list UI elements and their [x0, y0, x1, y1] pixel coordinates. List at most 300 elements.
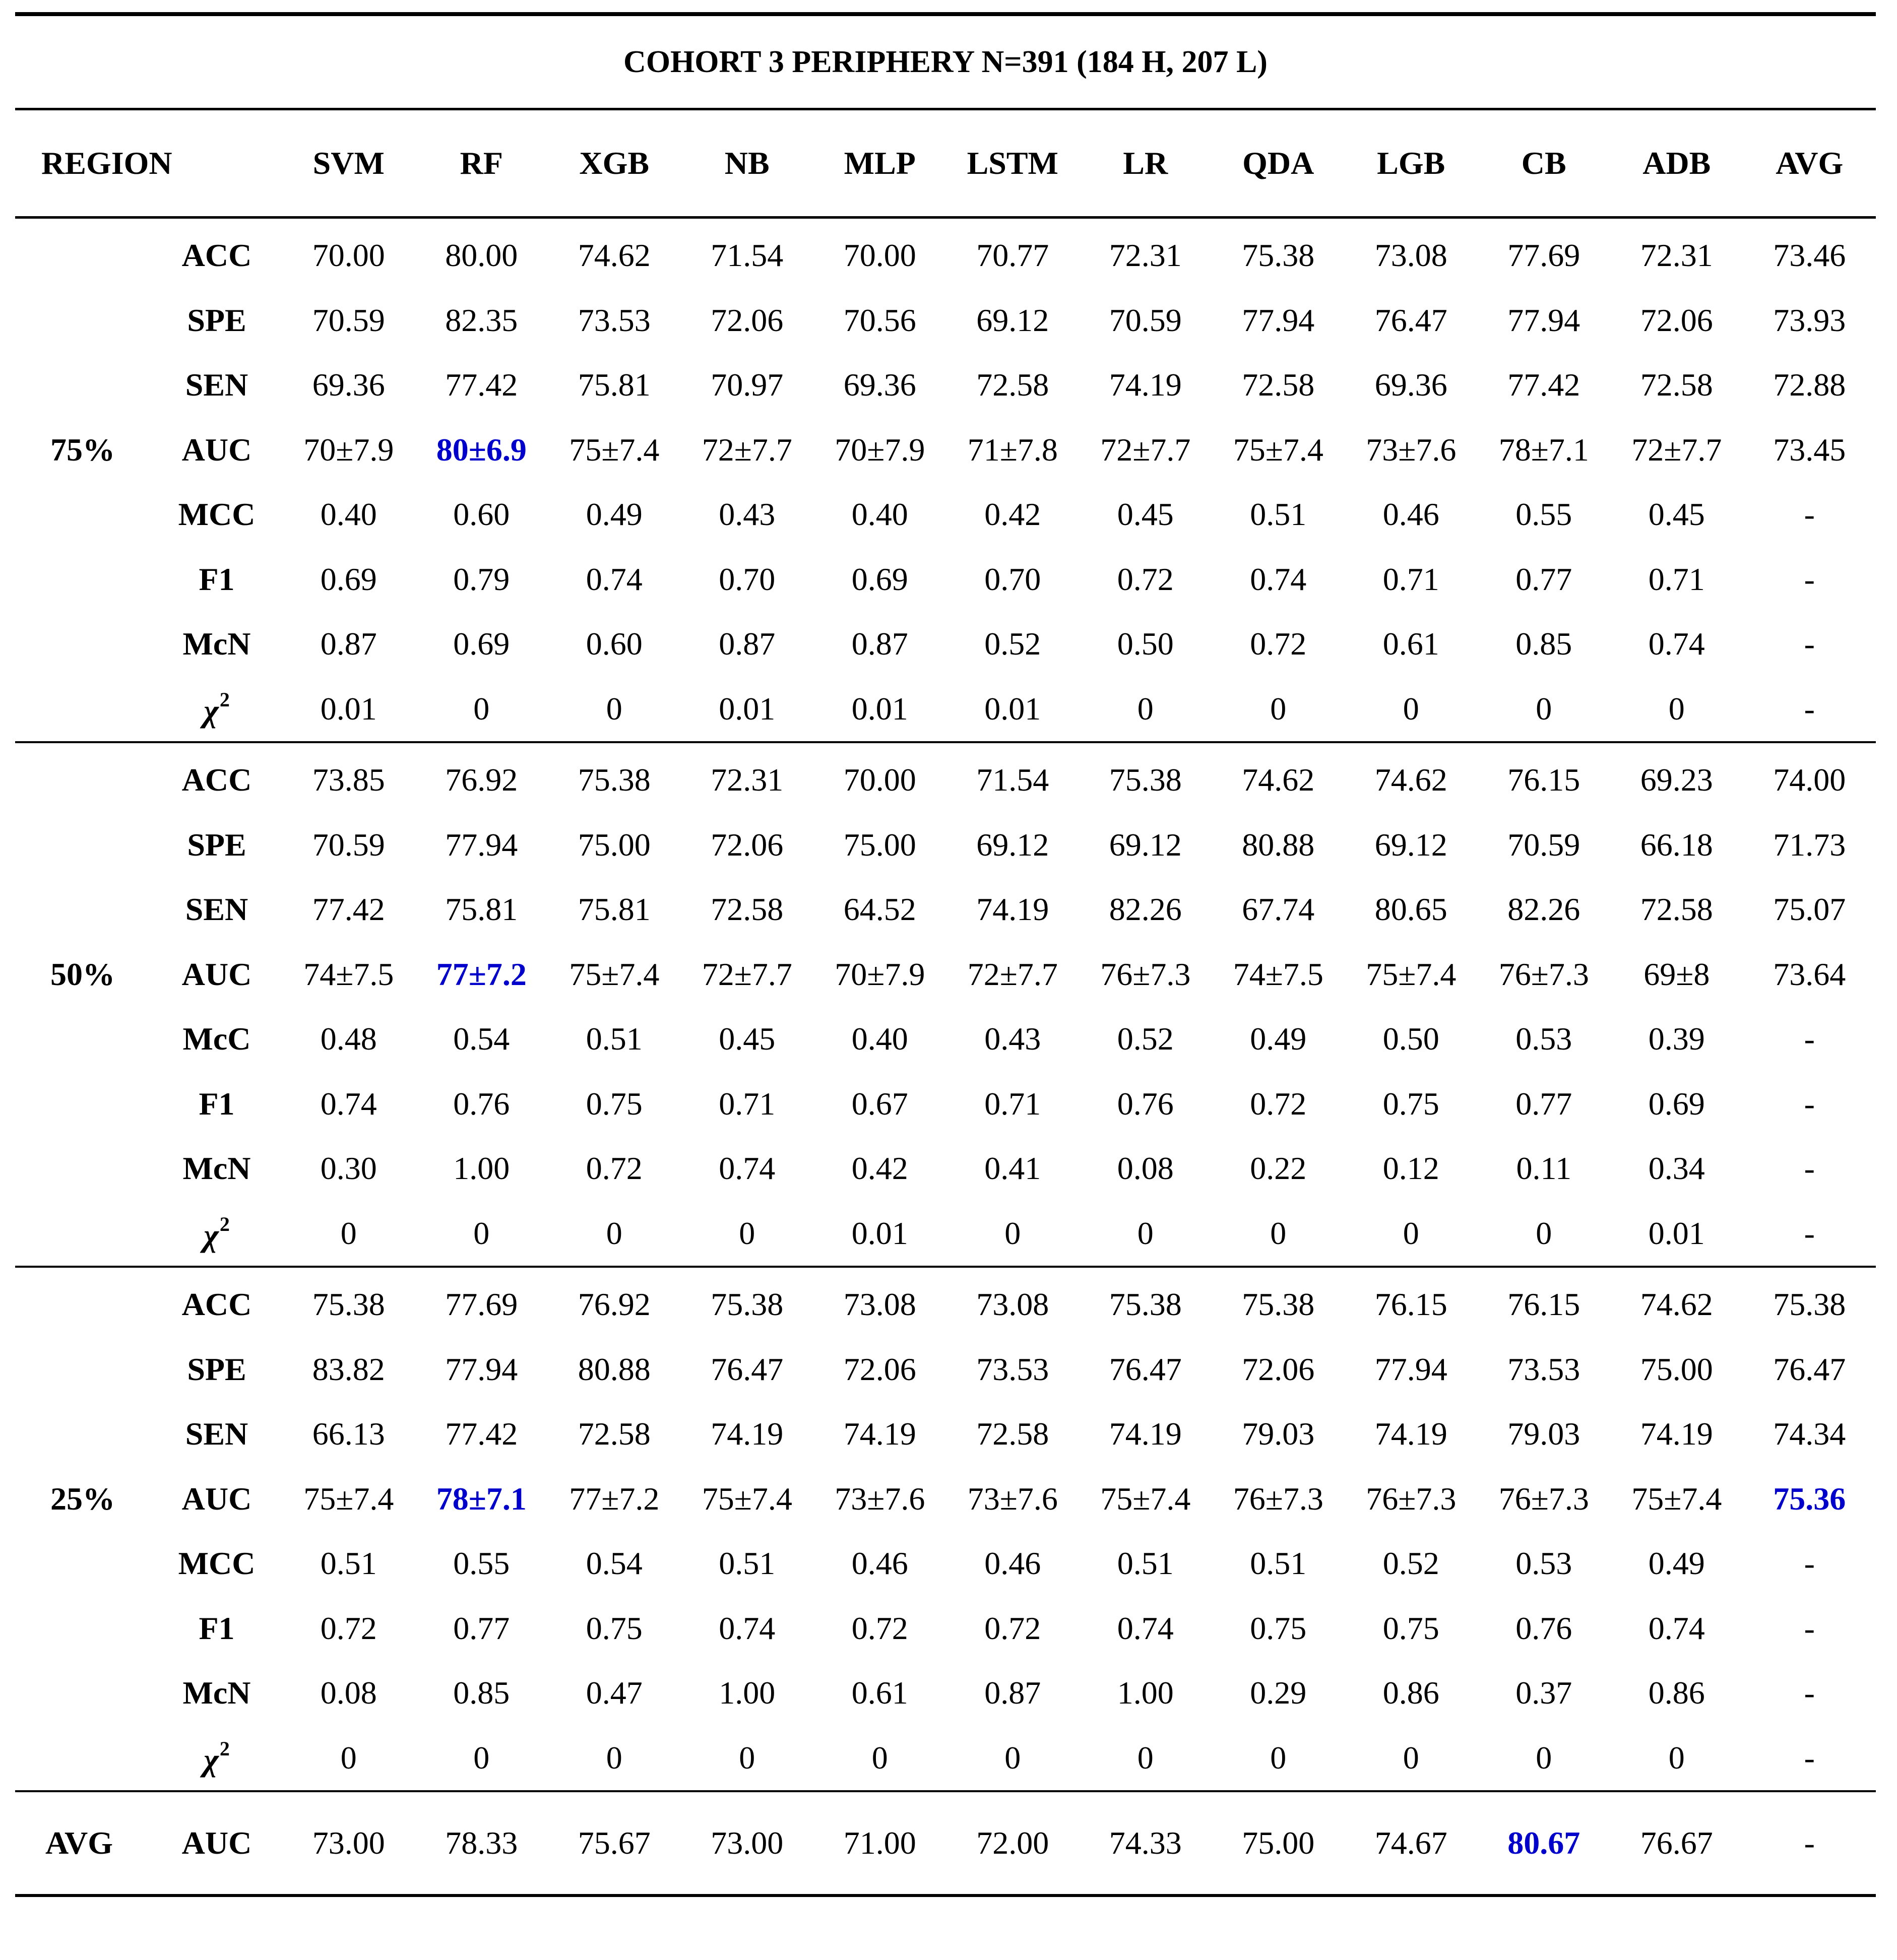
cell-qda: 0: [1212, 1201, 1345, 1267]
cell-adb: 66.18: [1640, 826, 1713, 863]
cell-nb: 74.19: [711, 1416, 784, 1452]
cell-xgb: 0.74: [586, 561, 643, 597]
cell-rf: 77.94: [445, 1351, 518, 1387]
cell-nb: 71.54: [711, 237, 784, 274]
cell-qda: 67.74: [1242, 891, 1315, 928]
cell-adb: 72.58: [1640, 367, 1713, 403]
cell-svm: 74±7.5: [303, 956, 394, 992]
cell-mlp: 0: [813, 1726, 946, 1792]
cell-svm: 69.36: [312, 367, 385, 403]
table-row: [15, 877, 1876, 942]
region-label: 25%: [50, 1480, 115, 1517]
metric-label: [151, 1726, 282, 1792]
table-row: [15, 942, 1876, 1007]
metric-label: MCC: [178, 1545, 256, 1582]
cell-xgb: 0.54: [586, 1545, 643, 1582]
metric-label: F1: [199, 1085, 235, 1122]
cell-qda: 0.22: [1250, 1150, 1307, 1187]
region-label: [15, 1007, 151, 1072]
region-label: [15, 1531, 151, 1596]
cell-xgb: 75.67: [548, 1791, 681, 1896]
cell-rf: 78.33: [415, 1791, 548, 1896]
cell-lstm: 0.42: [984, 496, 1041, 533]
metric-label: McN: [182, 1675, 251, 1711]
cell-svm: 70.59: [312, 302, 385, 338]
cell-lstm: 73±7.6: [967, 1480, 1058, 1517]
cell-lr: 0.74: [1117, 1610, 1174, 1646]
metric-label: ACC: [181, 237, 252, 274]
cell-mlp: 73±7.6: [835, 1480, 925, 1517]
cell-mlp: 0.87: [851, 626, 908, 662]
table-row: [15, 547, 1876, 612]
metric-label: SPE: [187, 826, 246, 863]
cell-lstm: 72.58: [976, 1416, 1049, 1452]
cell-lgb: 0.50: [1382, 1021, 1439, 1057]
metric-label: SEN: [185, 1416, 248, 1452]
metric-label: MCC: [178, 496, 256, 533]
average-row: [15, 1791, 1876, 1896]
cell-mlp: 0.01: [813, 677, 946, 743]
region-label: 75%: [50, 431, 115, 468]
cell-rf: 0.76: [453, 1085, 510, 1122]
cell-lr: 0: [1079, 1726, 1212, 1792]
metric-label: SPE: [187, 302, 246, 338]
cell-cb: 79.03: [1507, 1416, 1580, 1452]
cell-lr: 75.38: [1109, 762, 1182, 798]
region-group-75pct: [15, 218, 1876, 743]
cell-avg: -: [1743, 1201, 1876, 1267]
table-row: [15, 1072, 1876, 1137]
cell-nb: 0: [681, 1201, 814, 1267]
region-label: [15, 612, 151, 677]
cell-adb: 76.67: [1610, 1791, 1743, 1896]
cell-avg: -: [1804, 496, 1815, 533]
region-label: [15, 677, 151, 743]
cell-rf: 77.94: [445, 826, 518, 863]
cell-rf: 0.85: [453, 1675, 510, 1711]
cell-svm: 83.82: [312, 1351, 385, 1387]
cell-rf: 0.54: [453, 1021, 510, 1057]
metric-label: AUC: [181, 431, 252, 468]
cell-adb: 72.06: [1640, 302, 1713, 338]
metric-label: [151, 1201, 282, 1267]
cell-lr: 0.76: [1117, 1085, 1174, 1122]
cell-cb: 0.53: [1515, 1021, 1572, 1057]
cell-cb: 0.77: [1515, 1085, 1572, 1122]
cell-xgb: 0: [548, 677, 681, 743]
cell-avg: -: [1743, 1726, 1876, 1792]
cell-xgb: 75.00: [578, 826, 651, 863]
cell-lgb: 0.46: [1382, 496, 1439, 533]
cell-qda: 75±7.4: [1233, 431, 1323, 468]
chi-symbol: χ: [204, 1217, 219, 1254]
cell-cb: 76±7.3: [1498, 1480, 1589, 1517]
table-title: COHORT 3 PERIPHERY N=391 (184 H, 207 L): [15, 14, 1876, 109]
cell-rf: 0.55: [453, 1545, 510, 1582]
cell-lstm: 0.52: [984, 626, 1041, 662]
cell-svm: 73.00: [282, 1791, 415, 1896]
cell-qda: 75.00: [1212, 1791, 1345, 1896]
cell-qda: 0.75: [1250, 1610, 1307, 1646]
cell-avg: 73.46: [1773, 237, 1846, 274]
cell-cb: 77.69: [1507, 237, 1580, 274]
cell-rf: 78±7.1: [436, 1480, 527, 1517]
region-label: [15, 1596, 151, 1661]
cell-adb: 0.86: [1648, 1675, 1705, 1711]
table-row: [15, 218, 1876, 288]
cell-lr: 0.50: [1117, 626, 1174, 662]
cell-cb: 77.42: [1507, 367, 1580, 403]
cell-lr: 74.19: [1109, 1416, 1182, 1452]
cell-avg: -: [1804, 1150, 1815, 1187]
cell-lgb: 0: [1345, 677, 1478, 743]
cell-lstm: 0.01: [946, 677, 1080, 743]
region-label: [15, 1337, 151, 1402]
cell-nb: 0.45: [719, 1021, 776, 1057]
cell-lstm: 0.46: [984, 1545, 1041, 1582]
average-group: [15, 1791, 1876, 1896]
column-header-row: [15, 109, 1876, 218]
region-label: [15, 218, 151, 288]
metric-label: McN: [182, 1150, 251, 1187]
cell-svm: 0: [282, 1726, 415, 1792]
cell-svm: 66.13: [312, 1416, 385, 1452]
cell-nb: 72±7.7: [702, 956, 792, 992]
column-header-nb: NB: [681, 109, 814, 218]
cell-svm: 70±7.9: [303, 431, 394, 468]
metric-label: AUC: [181, 956, 252, 992]
cell-adb: 75±7.4: [1631, 1480, 1722, 1517]
cell-avg: -: [1804, 1085, 1815, 1122]
column-header-lr: LR: [1079, 109, 1212, 218]
cell-lstm: 69.12: [976, 826, 1049, 863]
cell-lgb: 0.61: [1382, 626, 1439, 662]
cell-nb: 0.01: [681, 677, 814, 743]
table-row: [15, 1596, 1876, 1661]
results-table: [15, 12, 1876, 1897]
cell-mlp: 0.40: [851, 1021, 908, 1057]
cell-rf: 0: [415, 1726, 548, 1792]
cell-nb: 0.74: [719, 1150, 776, 1187]
metric-label: F1: [199, 561, 235, 597]
table-row: [15, 1267, 1876, 1337]
cell-qda: 75.38: [1242, 237, 1315, 274]
cell-mlp: 0.01: [813, 1201, 946, 1267]
cell-lr: 0: [1079, 677, 1212, 743]
cell-lr: 76±7.3: [1100, 956, 1191, 992]
region-label: [15, 1267, 151, 1337]
cell-nb: 0.43: [719, 496, 776, 533]
cell-lr: 0.45: [1117, 496, 1174, 533]
cell-nb: 72.06: [711, 826, 784, 863]
column-header-qda: QDA: [1212, 109, 1345, 218]
results-table-container: [15, 12, 1876, 1897]
cell-mlp: 75.00: [843, 826, 916, 863]
cell-adb: 69±8: [1643, 956, 1710, 992]
cell-lr: 72±7.7: [1100, 431, 1191, 468]
cell-lgb: 0.12: [1382, 1150, 1439, 1187]
region-label: [15, 877, 151, 942]
cell-lstm: 69.12: [976, 302, 1049, 338]
cell-qda: 0.49: [1250, 1021, 1307, 1057]
cell-lr: 82.26: [1109, 891, 1182, 928]
cell-svm: 0.74: [320, 1085, 377, 1122]
cell-qda: 76±7.3: [1233, 1480, 1323, 1517]
cell-rf: 75.81: [445, 891, 518, 928]
cell-svm: 0.30: [320, 1150, 377, 1187]
chi-exponent: 2: [219, 1213, 230, 1236]
cell-lgb: 80.65: [1374, 891, 1447, 928]
cell-xgb: 0: [548, 1726, 681, 1792]
cell-xgb: 0.60: [586, 626, 643, 662]
cell-lstm: 74.19: [976, 891, 1049, 928]
table-row: [15, 418, 1876, 483]
cell-avg: 73.93: [1773, 302, 1846, 338]
cell-avg: 74.00: [1773, 762, 1846, 798]
cell-svm: 0.08: [320, 1675, 377, 1711]
cell-lr: 74.33: [1079, 1791, 1212, 1896]
cell-xgb: 72.58: [578, 1416, 651, 1452]
cell-xgb: 0.49: [586, 496, 643, 533]
cell-mlp: 70.00: [843, 237, 916, 274]
region-label: [15, 1136, 151, 1201]
table-row: [15, 1467, 1876, 1532]
cell-avg: -: [1743, 677, 1876, 743]
cell-adb: 74.19: [1640, 1416, 1713, 1452]
cell-mlp: 0.67: [851, 1085, 908, 1122]
cell-adb: 0.01: [1610, 1201, 1743, 1267]
cell-xgb: 0.75: [586, 1085, 643, 1122]
cell-adb: 0.49: [1648, 1545, 1705, 1582]
cell-adb: 72.31: [1640, 237, 1713, 274]
cell-svm: 70.59: [312, 826, 385, 863]
cell-lr: 70.59: [1109, 302, 1182, 338]
cell-lstm: 0: [946, 1201, 1080, 1267]
cell-lr: 69.12: [1109, 826, 1182, 863]
cell-mlp: 64.52: [843, 891, 916, 928]
cell-adb: 74.62: [1640, 1286, 1713, 1323]
cell-lstm: 71.54: [976, 762, 1049, 798]
cell-adb: 0.74: [1648, 626, 1705, 662]
metric-label: SEN: [185, 367, 248, 403]
cell-avg: -: [1804, 626, 1815, 662]
cell-mlp: 69.36: [843, 367, 916, 403]
region-group-25pct: [15, 1267, 1876, 1791]
metric-label: SEN: [185, 891, 248, 928]
cell-adb: 0.39: [1648, 1021, 1705, 1057]
cell-mlp: 73.08: [843, 1286, 916, 1323]
cell-nb: 0.71: [719, 1085, 776, 1122]
cell-avg: 76.47: [1773, 1351, 1846, 1387]
cell-xgb: 80.88: [578, 1351, 651, 1387]
cell-cb: 76.15: [1507, 762, 1580, 798]
cell-lgb: 0.75: [1382, 1610, 1439, 1646]
cell-nb: 75.38: [711, 1286, 784, 1323]
metric-label: ACC: [181, 762, 252, 798]
cell-cb: 0: [1478, 1201, 1611, 1267]
region-label: AVG: [15, 1791, 151, 1896]
cell-qda: 0: [1212, 1726, 1345, 1792]
cell-qda: 0.72: [1250, 626, 1307, 662]
metric-label: ACC: [181, 1286, 252, 1323]
cell-avg: 75.07: [1773, 891, 1846, 928]
cell-lr: 0.08: [1117, 1150, 1174, 1187]
cell-nb: 70.97: [711, 367, 784, 403]
cell-svm: 0: [282, 1201, 415, 1267]
chi-exponent: 2: [219, 688, 230, 711]
cell-xgb: 77±7.2: [569, 1480, 660, 1517]
cell-lstm: 73.08: [976, 1286, 1049, 1323]
cell-nb: 0.51: [719, 1545, 776, 1582]
column-header-rf: RF: [415, 109, 548, 218]
cell-lr: 0.52: [1117, 1021, 1174, 1057]
cell-lr: 75.38: [1109, 1286, 1182, 1323]
cell-lstm: 70.77: [976, 237, 1049, 274]
cell-lstm: 71±7.8: [967, 431, 1058, 468]
cell-nb: 72.58: [711, 891, 784, 928]
metric-label: AUC: [151, 1791, 282, 1896]
cell-lgb: 74.62: [1374, 762, 1447, 798]
cell-qda: 80.88: [1242, 826, 1315, 863]
cell-qda: 74±7.5: [1233, 956, 1323, 992]
cell-svm: 75.38: [312, 1286, 385, 1323]
cell-nb: 1.00: [719, 1675, 776, 1711]
cell-rf: 80.00: [445, 237, 518, 274]
cell-lstm: 0.41: [984, 1150, 1041, 1187]
metric-label: [151, 677, 282, 743]
cell-qda: 0.29: [1250, 1675, 1307, 1711]
cell-mlp: 70.56: [843, 302, 916, 338]
cell-xgb: 0.47: [586, 1675, 643, 1711]
cell-adb: 0.74: [1648, 1610, 1705, 1646]
cell-cb: 73.53: [1507, 1351, 1580, 1387]
cell-qda: 79.03: [1242, 1416, 1315, 1452]
table-row: [15, 288, 1876, 353]
cell-avg: -: [1804, 1545, 1815, 1582]
cell-avg: 75.36: [1773, 1480, 1846, 1517]
cell-adb: 0.45: [1648, 496, 1705, 533]
cell-xgb: 0.72: [586, 1150, 643, 1187]
cell-lr: 74.19: [1109, 367, 1182, 403]
cell-rf: 0.79: [453, 561, 510, 597]
cell-rf: 77.42: [445, 1416, 518, 1452]
cell-lstm: 72.58: [976, 367, 1049, 403]
cell-svm: 0.40: [320, 496, 377, 533]
cell-nb: 0.70: [719, 561, 776, 597]
table-row: [15, 1726, 1876, 1792]
cell-cb: 0.53: [1515, 1545, 1572, 1582]
cell-nb: 0.87: [719, 626, 776, 662]
cell-qda: 72.58: [1242, 367, 1315, 403]
table-row: [15, 353, 1876, 418]
region-label: [15, 1726, 151, 1792]
column-header-avg: AVG: [1743, 109, 1876, 218]
cell-mlp: 0.46: [851, 1545, 908, 1582]
cell-cb: 0: [1478, 1726, 1611, 1792]
cell-xgb: 0.75: [586, 1610, 643, 1646]
cell-nb: 72±7.7: [702, 431, 792, 468]
chi-exponent: 2: [219, 1737, 230, 1760]
cell-xgb: 75±7.4: [569, 431, 660, 468]
cell-adb: 0: [1610, 677, 1743, 743]
cell-xgb: 75.38: [578, 762, 651, 798]
cell-cb: 82.26: [1507, 891, 1580, 928]
cell-svm: 0.01: [282, 677, 415, 743]
cell-lgb: 73.08: [1374, 237, 1447, 274]
table-row: [15, 742, 1876, 813]
cell-mlp: 70.00: [843, 762, 916, 798]
cell-mlp: 70±7.9: [835, 956, 925, 992]
cell-lgb: 76±7.3: [1366, 1480, 1457, 1517]
cell-nb: 72.06: [711, 302, 784, 338]
cell-lstm: 72±7.7: [967, 956, 1058, 992]
cell-mlp: 0.61: [851, 1675, 908, 1711]
cell-lgb: 74.67: [1345, 1791, 1478, 1896]
table-row: [15, 612, 1876, 677]
cell-lgb: 73±7.6: [1366, 431, 1457, 468]
column-header-xgb: XGB: [548, 109, 681, 218]
cell-lstm: 73.53: [976, 1351, 1049, 1387]
cell-adb: 75.00: [1640, 1351, 1713, 1387]
region-group-50pct: [15, 742, 1876, 1267]
column-header-adb: ADB: [1610, 109, 1743, 218]
cell-lstm: 0.72: [984, 1610, 1041, 1646]
region-label: [15, 742, 151, 813]
cell-adb: 0.34: [1648, 1150, 1705, 1187]
region-label: [15, 353, 151, 418]
cell-lstm: 0: [946, 1726, 1080, 1792]
metric-label: SPE: [187, 1351, 246, 1387]
cell-mlp: 72.06: [843, 1351, 916, 1387]
cell-nb: 73.00: [681, 1791, 814, 1896]
cell-cb: 77.94: [1507, 302, 1580, 338]
cell-qda: 77.94: [1242, 302, 1315, 338]
region-label: [15, 1072, 151, 1137]
cell-svm: 0.69: [320, 561, 377, 597]
table-row: [15, 1402, 1876, 1467]
cell-mlp: 0.69: [851, 561, 908, 597]
cell-lr: 0.72: [1117, 561, 1174, 597]
column-header-mlp: MLP: [813, 109, 946, 218]
cell-svm: 73.85: [312, 762, 385, 798]
cell-lgb: 0.71: [1382, 561, 1439, 597]
region-label: [15, 813, 151, 878]
cell-qda: 0.51: [1250, 496, 1307, 533]
cell-cb: 0.11: [1516, 1150, 1572, 1187]
cell-lstm: 0.43: [984, 1021, 1041, 1057]
cell-cb: 0.37: [1515, 1675, 1572, 1711]
cell-lgb: 0: [1345, 1201, 1478, 1267]
cell-rf: 82.35: [445, 302, 518, 338]
cell-avg: 74.34: [1773, 1416, 1846, 1452]
cell-qda: 75.38: [1242, 1286, 1315, 1323]
cell-nb: 0: [681, 1726, 814, 1792]
cell-rf: 0.60: [453, 496, 510, 533]
cell-mlp: 0.72: [851, 1610, 908, 1646]
cell-svm: 0.48: [320, 1021, 377, 1057]
cell-lr: 0.51: [1117, 1545, 1174, 1582]
cell-mlp: 71.00: [813, 1791, 946, 1896]
metric-label: McN: [182, 626, 251, 662]
table-row: [15, 1136, 1876, 1201]
cell-avg: 71.73: [1773, 826, 1846, 863]
cell-qda: 0: [1212, 677, 1345, 743]
cell-rf: 80±6.9: [436, 431, 527, 468]
region-label: [15, 1201, 151, 1267]
cell-rf: 77±7.2: [436, 956, 527, 992]
cell-cb: 80.67: [1478, 1791, 1611, 1896]
cell-lgb: 75±7.4: [1366, 956, 1457, 992]
